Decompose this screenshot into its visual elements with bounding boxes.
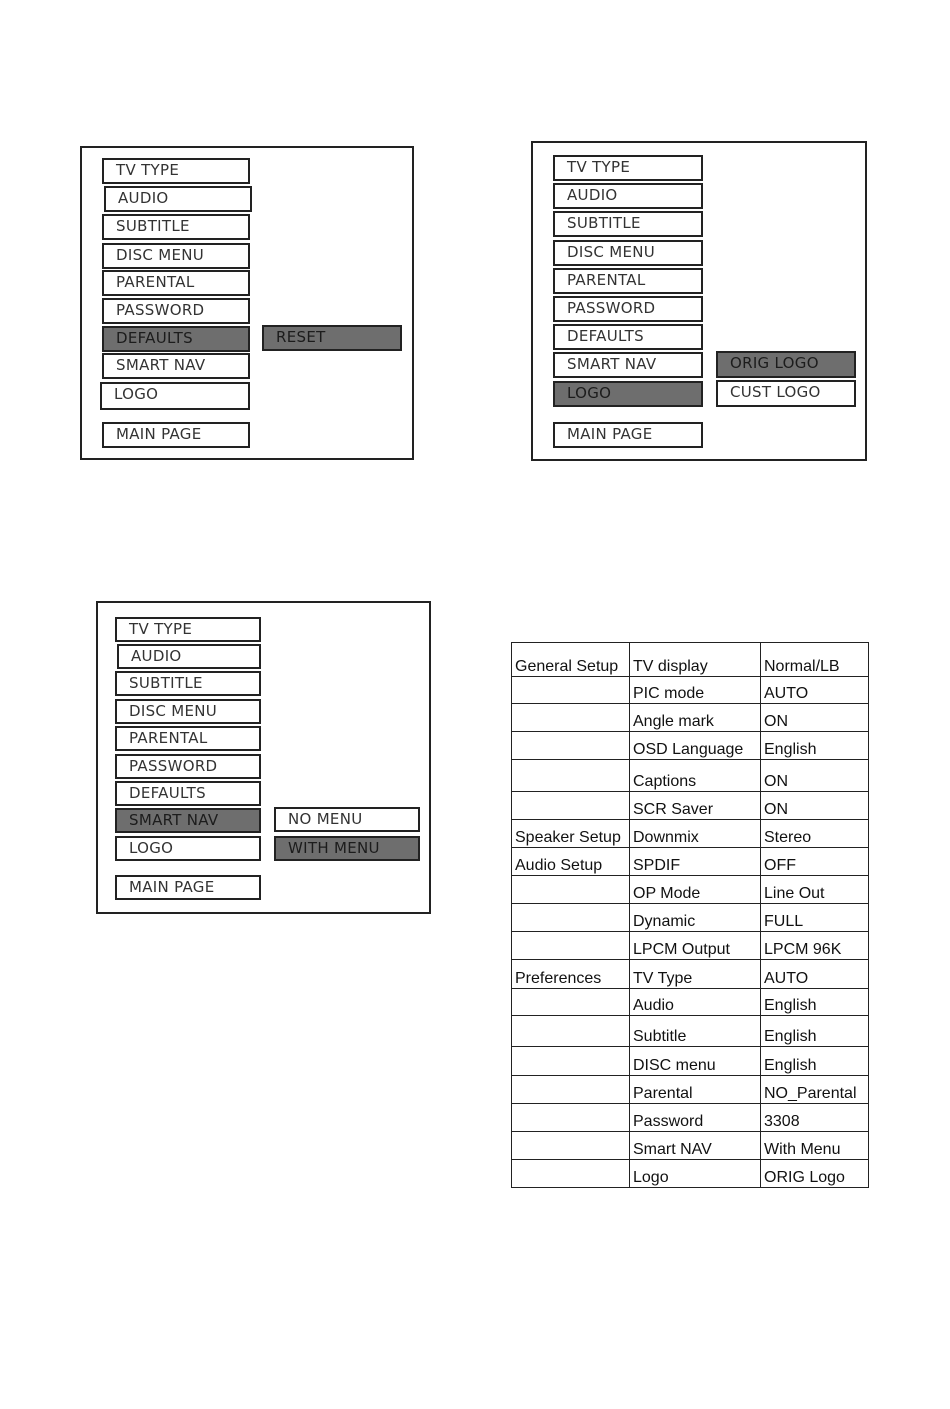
table-cell-setting: Subtitle	[630, 1016, 761, 1047]
menu-item-main-page[interactable]: MAIN PAGE	[102, 422, 250, 448]
table-cell-value: Normal/LB	[761, 643, 869, 677]
table-cell-category	[512, 1047, 630, 1076]
menu-item-defaults[interactable]: DEFAULTS	[102, 326, 250, 352]
table-cell-value: ON	[761, 760, 869, 792]
menu-item-logo[interactable]: LOGO	[553, 381, 703, 407]
table-cell-value: AUTO	[761, 960, 869, 989]
submenu-option-cust-logo[interactable]: CUST LOGO	[716, 380, 856, 407]
table-cell-category: Speaker Setup	[512, 820, 630, 848]
table-cell-category	[512, 1160, 630, 1188]
menu-item-parental[interactable]: PARENTAL	[115, 726, 261, 751]
table-cell-value: NO_Parental	[761, 1076, 869, 1104]
table-row	[512, 760, 869, 792]
table-cell-setting: Angle mark	[630, 704, 761, 732]
table-cell-value: AUTO	[761, 677, 869, 704]
menu-item-password[interactable]: PASSWORD	[553, 296, 703, 322]
table-cell-value: English	[761, 1047, 869, 1076]
menu-item-smart-nav[interactable]: SMART NAV	[102, 353, 250, 379]
menu-item-password[interactable]: PASSWORD	[102, 298, 250, 324]
table-cell-setting: DISC menu	[630, 1047, 761, 1076]
menu-item-password[interactable]: PASSWORD	[115, 754, 261, 779]
table-cell-setting: Smart NAV	[630, 1132, 761, 1160]
menu-item-audio[interactable]: AUDIO	[104, 186, 252, 212]
setup-panel-logo	[531, 141, 867, 461]
table-cell-setting: Captions	[630, 760, 761, 792]
table-cell-value: English	[761, 732, 869, 760]
table-row	[512, 932, 869, 960]
table-cell-setting: LPCM Output	[630, 932, 761, 960]
table-cell-setting: Dynamic	[630, 904, 761, 932]
menu-item-defaults[interactable]: DEFAULTS	[115, 781, 261, 806]
table-row	[512, 1104, 869, 1132]
settings-table-body	[512, 643, 869, 1188]
table-cell-category: Audio Setup	[512, 848, 630, 876]
table-cell-setting: Downmix	[630, 820, 761, 848]
table-cell-category	[512, 904, 630, 932]
table-row	[512, 792, 869, 820]
table-cell-value: OFF	[761, 848, 869, 876]
table-row	[512, 989, 869, 1016]
menu-item-smart-nav[interactable]: SMART NAV	[115, 808, 261, 833]
submenu-option-no-menu[interactable]: NO MENU	[274, 807, 420, 832]
table-row	[512, 1132, 869, 1160]
table-cell-value: English	[761, 1016, 869, 1047]
table-cell-setting: OSD Language	[630, 732, 761, 760]
table-row	[512, 677, 869, 704]
menu-item-parental[interactable]: PARENTAL	[553, 268, 703, 294]
table-cell-category: General Setup	[512, 643, 630, 677]
menu-item-parental[interactable]: PARENTAL	[102, 270, 250, 296]
menu-item-subtitle[interactable]: SUBTITLE	[115, 671, 261, 696]
menu-item-subtitle[interactable]: SUBTITLE	[102, 214, 250, 240]
menu-item-main-page[interactable]: MAIN PAGE	[553, 422, 703, 448]
menu-item-audio[interactable]: AUDIO	[117, 644, 261, 669]
table-cell-value: English	[761, 989, 869, 1016]
table-cell-setting: Parental	[630, 1076, 761, 1104]
table-row	[512, 1047, 869, 1076]
table-cell-category	[512, 989, 630, 1016]
submenu-option-reset[interactable]: RESET	[262, 325, 402, 351]
table-cell-category	[512, 1104, 630, 1132]
table-cell-category	[512, 792, 630, 820]
table-cell-value: Line Out	[761, 876, 869, 904]
menu-item-disc-menu[interactable]: DISC MENU	[115, 699, 261, 724]
table-cell-category	[512, 704, 630, 732]
table-cell-setting: Password	[630, 1104, 761, 1132]
table-row	[512, 848, 869, 876]
table-cell-value: Stereo	[761, 820, 869, 848]
menu-item-smart-nav[interactable]: SMART NAV	[553, 352, 703, 378]
menu-item-logo[interactable]: LOGO	[100, 382, 250, 410]
table-cell-category	[512, 1016, 630, 1047]
setup-panel-defaults	[80, 146, 414, 460]
table-cell-category	[512, 1076, 630, 1104]
menu-item-subtitle[interactable]: SUBTITLE	[553, 211, 703, 237]
table-cell-category	[512, 876, 630, 904]
table-cell-value: ON	[761, 792, 869, 820]
table-cell-value: 3308	[761, 1104, 869, 1132]
table-cell-setting: SCR Saver	[630, 792, 761, 820]
menu-item-audio[interactable]: AUDIO	[553, 183, 703, 209]
menu-item-tv-type[interactable]: TV TYPE	[102, 158, 250, 184]
table-cell-value: FULL	[761, 904, 869, 932]
settings-summary-table	[511, 642, 869, 1188]
table-cell-category	[512, 677, 630, 704]
table-cell-category	[512, 760, 630, 792]
table-cell-setting: OP Mode	[630, 876, 761, 904]
table-row	[512, 1016, 869, 1047]
table-cell-value: With Menu	[761, 1132, 869, 1160]
table-row	[512, 960, 869, 989]
menu-item-main-page[interactable]: MAIN PAGE	[115, 875, 261, 900]
table-cell-value: LPCM 96K	[761, 932, 869, 960]
table-cell-value: ON	[761, 704, 869, 732]
menu-item-disc-menu[interactable]: DISC MENU	[102, 243, 250, 269]
table-row	[512, 1160, 869, 1188]
menu-item-disc-menu[interactable]: DISC MENU	[553, 240, 703, 266]
table-cell-setting: Audio	[630, 989, 761, 1016]
table-row	[512, 732, 869, 760]
table-cell-value: ORIG Logo	[761, 1160, 869, 1188]
setup-panel-smart-nav	[96, 601, 431, 914]
table-row	[512, 904, 869, 932]
table-cell-category	[512, 732, 630, 760]
submenu-option-orig-logo[interactable]: ORIG LOGO	[716, 351, 856, 378]
table-row	[512, 1076, 869, 1104]
table-cell-category	[512, 1132, 630, 1160]
table-row	[512, 643, 869, 677]
table-row	[512, 704, 869, 732]
table-cell-setting: PIC mode	[630, 677, 761, 704]
menu-item-tv-type[interactable]: TV TYPE	[115, 617, 261, 642]
table-cell-category: Preferences	[512, 960, 630, 989]
table-cell-setting: Logo	[630, 1160, 761, 1188]
menu-item-logo[interactable]: LOGO	[115, 836, 261, 861]
table-cell-setting: TV display	[630, 643, 761, 677]
table-row	[512, 876, 869, 904]
submenu-option-with-menu[interactable]: WITH MENU	[274, 836, 420, 861]
menu-item-tv-type[interactable]: TV TYPE	[553, 155, 703, 181]
menu-item-defaults[interactable]: DEFAULTS	[553, 324, 703, 350]
table-cell-setting: TV Type	[630, 960, 761, 989]
table-row	[512, 820, 869, 848]
table-cell-setting: SPDIF	[630, 848, 761, 876]
table-cell-category	[512, 932, 630, 960]
